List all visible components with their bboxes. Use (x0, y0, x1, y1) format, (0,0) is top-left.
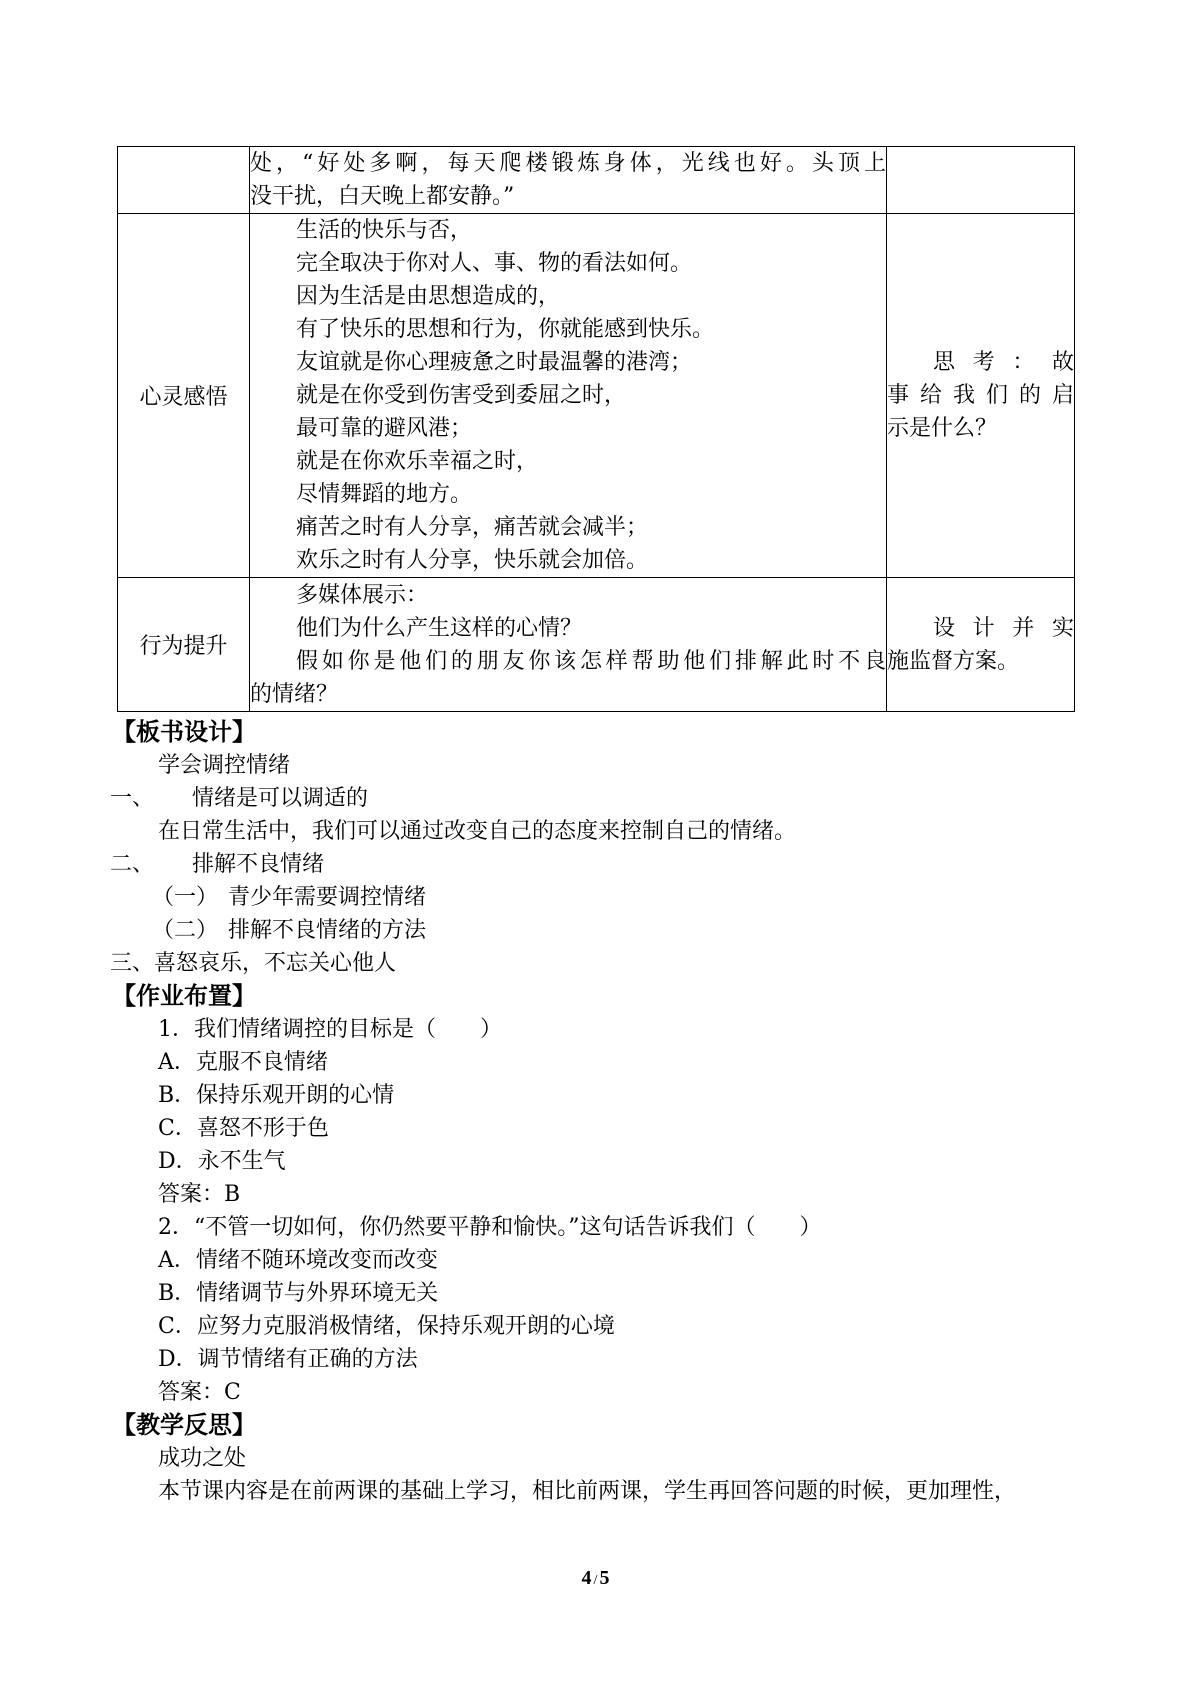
content-line: 生活的快乐与否， (296, 218, 473, 243)
content-line: 处，“好处多啊，每天爬楼锻炼身体，光线也好。头顶上 (250, 151, 886, 176)
note-line: 示是什么？ (887, 416, 998, 441)
section-number: 二、 (110, 852, 155, 877)
page-separator: / (593, 1573, 598, 1588)
question-option: B．保持乐观开朗的心情 (158, 1083, 395, 1108)
content-line: 就是在你受到伤害受到委屈之时， (296, 383, 627, 408)
board-section-2 (110, 848, 1090, 881)
board-section-3: 三、喜怒哀乐，不忘关心他人 (110, 951, 397, 976)
content-line: 最可靠的避风港； (296, 416, 473, 441)
content-line: 假如你是他们的朋友你该怎样帮助他们排解此时不良 (296, 648, 886, 674)
table-row (118, 578, 1075, 712)
row-label: 行为提升 (118, 578, 250, 712)
note-line: 思 考 ： 故 (933, 350, 1074, 375)
row-label: 心灵感悟 (118, 214, 250, 578)
section-number: 一、 (110, 786, 155, 811)
content-line: 欢乐之时有人分享，快乐就会加倍。 (296, 548, 649, 573)
question-option: A．情绪不随环境改变而改变 (158, 1248, 438, 1273)
content-line: 痛苦之时有人分享，痛苦就会减半； (296, 515, 649, 540)
answer-1: 答案：B (158, 1182, 241, 1207)
question-option: A．克服不良情绪 (158, 1050, 328, 1075)
board-subsection (110, 881, 1090, 914)
row-note (887, 147, 1075, 214)
answer-2: 答案：C (158, 1380, 241, 1405)
content-line: 友谊就是你心理疲惫之时最温馨的港湾； (296, 350, 693, 375)
note-line: 设 计 并 实 (933, 615, 1074, 641)
page-number (0, 1567, 1191, 1590)
question-option: D．调节情绪有正确的方法 (158, 1347, 418, 1372)
content-line: 的情绪？ (250, 681, 339, 707)
board-section-1 (110, 782, 1090, 815)
document-body (110, 716, 1090, 1508)
reflection-subheading: 成功之处 (158, 1446, 247, 1471)
board-design-heading: 【板书设计】 (112, 718, 256, 746)
content-line: 尽情舞蹈的地方。 (296, 482, 473, 507)
current-page: 4 (581, 1567, 592, 1589)
row-content (250, 147, 887, 214)
row-note (887, 214, 1075, 578)
note-line: 事给我们的启 (887, 383, 1074, 408)
note-line: 施监督方案。 (887, 648, 1020, 674)
row-content (250, 578, 887, 712)
content-line: 就是在你欢乐幸福之时， (296, 449, 539, 474)
question-option: C．喜怒不形于色 (158, 1116, 329, 1141)
reflection-text: 本节课内容是在前两课的基础上学习，相比前两课，学生再回答问题的时候，更加理性， (158, 1479, 1017, 1504)
table-row (118, 147, 1075, 214)
question-2: 2．“不管一切如何，你仍然要平静和愉快。”这句话告诉我们（ ） (158, 1215, 822, 1240)
subsection-text: 排解不良情绪的方法 (228, 918, 427, 943)
section-text: 排解不良情绪 (192, 852, 325, 877)
question-option: D．永不生气 (158, 1149, 286, 1174)
board-title: 学会调控情绪 (158, 753, 291, 778)
content-line: 因为生活是由思想造成的， (296, 284, 561, 309)
reflection-heading: 【教学反思】 (112, 1411, 256, 1439)
content-line: 完全取决于你对人、事、物的看法如何。 (296, 251, 693, 276)
homework-heading: 【作业布置】 (112, 982, 256, 1010)
question-option: B．情绪调节与外界环境无关 (158, 1281, 439, 1306)
total-pages: 5 (599, 1567, 610, 1589)
subsection-number: （二） (152, 918, 219, 943)
content-line: 没干扰，白天晚上都安静。” (250, 184, 515, 209)
subsection-text: 青少年需要调控情绪 (228, 885, 427, 910)
content-line: 多媒体展示： (296, 582, 429, 608)
subsection-number: （一） (152, 885, 219, 910)
row-note (887, 578, 1075, 712)
board-subsection (110, 914, 1090, 947)
row-label (118, 147, 250, 214)
content-line: 他们为什么产生这样的心情？ (296, 615, 583, 641)
table-row (118, 214, 1075, 578)
content-line: 有了快乐的思想和行为，你就能感到快乐。 (296, 317, 715, 342)
section-text: 情绪是可以调适的 (192, 786, 369, 811)
question-option: C．应努力克服消极情绪，保持乐观开朗的心境 (158, 1314, 615, 1339)
row-content (250, 214, 887, 578)
question-1: 1．我们情绪调控的目标是（ ） (158, 1017, 502, 1042)
board-section-1-body: 在日常生活中，我们可以通过改变自己的态度来控制自己的情绪。 (158, 819, 797, 844)
lesson-table (117, 146, 1075, 712)
